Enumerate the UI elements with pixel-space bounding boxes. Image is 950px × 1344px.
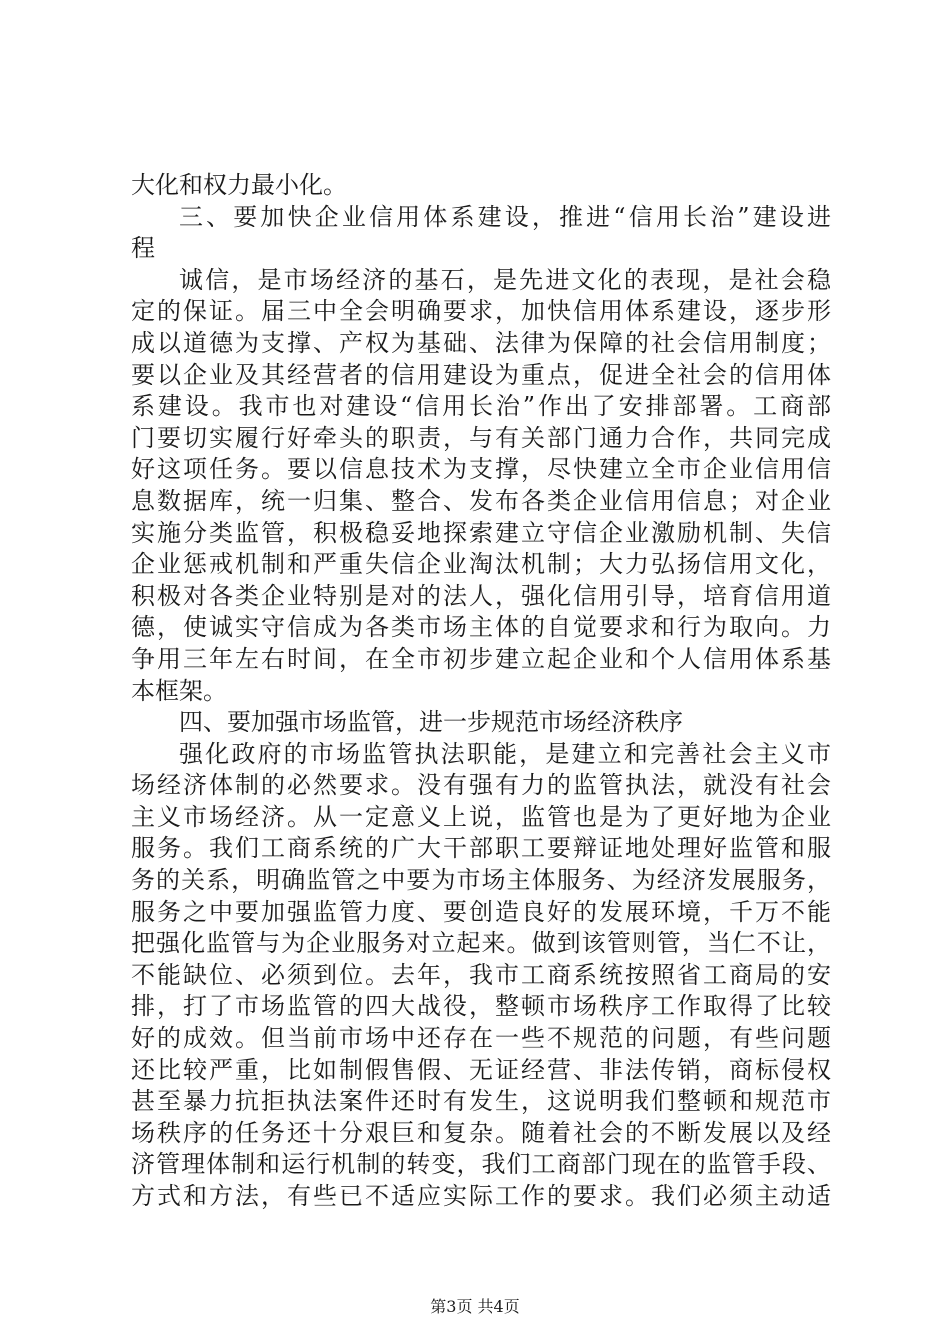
text-line: 排，打了市场监管的四大战役，整顿市场秩序工作取得了比较 — [131, 992, 831, 1021]
text-line: 四、要加强市场监管，进一步规范市场经济秩序 — [179, 708, 683, 737]
text-line: 大化和权力最小化。 — [131, 171, 347, 199]
text-line: 实施分类监管，积极稳妥地探索建立守信企业激励机制、失信 — [131, 518, 831, 547]
text-line: 服务。我们工商系统的广大干部职工要辩证地处理好监管和服 — [131, 834, 831, 863]
page-footer: 第3页 共4页 — [430, 1297, 520, 1316]
text-line: 成以道德为支撑、产权为基础、法律为保障的社会信用制度； — [131, 328, 831, 357]
text-line: 德，使诚实守信成为各类市场主体的自觉要求和行为取向。力 — [131, 613, 831, 642]
text-line: 要以企业及其经营者的信用建设为重点，促进全社会的信用体 — [131, 360, 831, 389]
text-line: 争用三年左右时间，在全市初步建立起企业和个人信用体系基 — [131, 644, 831, 673]
text-line: 方式和方法，有些已不适应实际工作的要求。我们必须主动适 — [131, 1182, 831, 1210]
text-line: 还比较严重，比如制假售假、无证经营、非法传销，商标侵权 — [131, 1055, 831, 1084]
text-line: 场经济体制的必然要求。没有强有力的监管执法，就没有社会 — [131, 771, 831, 800]
text-line: 定的保证。届三中全会明确要求，加快信用体系建设，逐步形 — [131, 297, 831, 326]
text-line: 好这项任务。要以信息技术为支撑，尽快建立全市企业信用信 — [131, 455, 831, 484]
text-line: 济管理体制和运行机制的转变，我们工商部门现在的监管手段、 — [131, 1150, 831, 1179]
text-line: 服务之中要加强监管力度、要创造良好的发展环境，千万不能 — [131, 897, 831, 926]
text-line: 三、要加快企业信用体系建设，推进“信用长治”建设进 — [179, 202, 831, 231]
text-line: 门要切实履行好牵头的职责，与有关部门通力合作，共同完成 — [131, 423, 831, 452]
text-line: 把强化监管与为企业服务对立起来。做到该管则管，当仁不让， — [131, 929, 831, 958]
text-line: 积极对各类企业特别是对的法人，强化信用引导，培育信用道 — [131, 581, 831, 610]
text-line: 甚至暴力抗拒执法案件还时有发生，这说明我们整顿和规范市 — [131, 1087, 831, 1116]
text-line: 系建设。我市也对建设“信用长治”作出了安排部署。工商部 — [131, 392, 831, 421]
text-line: 强化政府的市场监管执法职能，是建立和完善社会主义市 — [179, 739, 831, 768]
text-line: 好的成效。但当前市场中还存在一些不规范的问题，有些问题 — [131, 1024, 831, 1053]
text-line: 诚信，是市场经济的基石，是先进文化的表现，是社会稳 — [179, 265, 831, 294]
text-line: 企业惩戒机制和严重失信企业淘汰机制；大力弘扬信用文化， — [131, 550, 831, 579]
text-line: 程 — [131, 234, 155, 263]
text-line: 务的关系，明确监管之中要为市场主体服务、为经济发展服务， — [131, 866, 831, 895]
text-line: 本框架。 — [131, 676, 227, 705]
document-body — [131, 170, 831, 1213]
text-line: 主义市场经济。从一定意义上说，监管也是为了更好地为企业 — [131, 802, 831, 831]
text-line: 不能缺位、必须到位。去年，我市工商系统按照省工商局的安 — [131, 960, 831, 989]
text-line: 息数据库，统一归集、整合、发布各类企业信用信息；对企业 — [131, 486, 831, 515]
text-line: 场秩序的任务还十分艰巨和复杂。随着社会的不断发展以及经 — [131, 1118, 831, 1147]
